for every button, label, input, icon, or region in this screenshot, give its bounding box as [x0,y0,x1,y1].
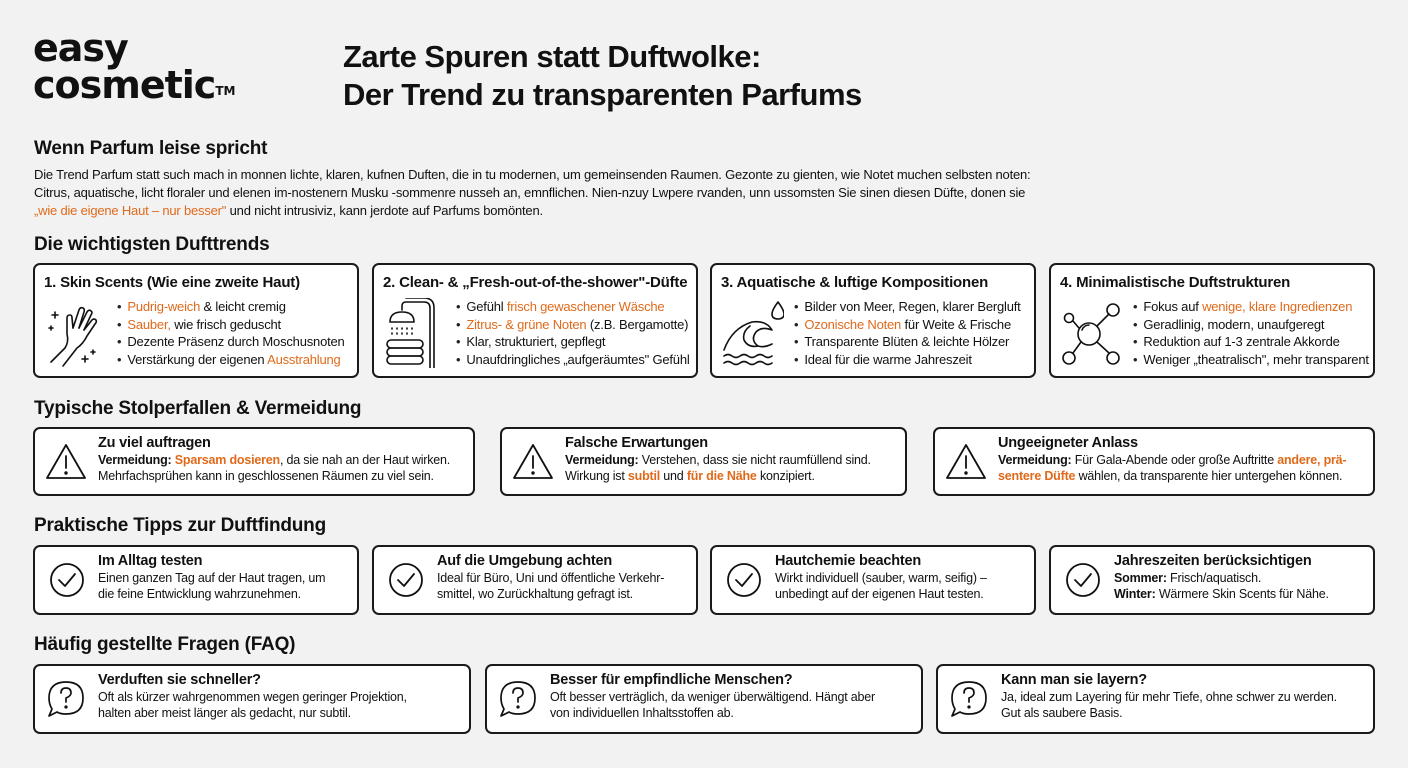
faq-answer: Ja, ideal zum Layering für mehr Tiefe, ohne schwer zu werden. [1001,690,1337,704]
tip-card-skin-chemistry [710,545,1036,615]
pitfall-card-false-expectations [500,427,907,496]
logo-line2: cosmetic [33,63,216,107]
tip-text: Im Alltag testen Einen ganzen Tag auf der Haut tragen, um die feine Entwicklung wahrzunehmen. [98,553,349,602]
tips-heading: Praktische Tipps zur Duftfindung [34,515,326,536]
faq-card-fade-faster[interactable] [33,664,471,734]
wave-drop-icon [722,298,784,368]
shower-towel-icon [384,298,446,368]
tip-card-seasons [1049,545,1375,615]
title-line1: Zarte Spuren statt Duftwolke: [343,39,761,74]
hand-sparkle-icon [45,298,107,368]
bullet: • Zitrus- & grüne Noten (z.B. Bergamotte) [456,316,690,334]
bullet: • Sauber, wie frisch geduscht [117,316,345,334]
pitfall-card-wrong-occasion [933,427,1375,496]
trend-bullets [456,298,690,368]
bullet: • Gefühl frisch gewaschener Wäsche [456,298,690,316]
intro-paragraph [34,166,1074,220]
pitfall-card-too-much [33,427,475,496]
intro-highlight: „wie die eigene Haut – nur besser" [34,203,227,218]
trend-card-aquatic [710,263,1036,378]
trends-heading: Die wichtigsten Dufttrends [34,234,270,255]
tip-title: Im Alltag testen [98,553,203,569]
faq-question: Verduften sie schneller? [98,672,261,688]
trend-card-minimalist [1049,263,1375,378]
bullet: • Transparente Blüten & leichte Hölzer [794,333,1021,351]
check-circle-icon [388,562,424,598]
tip-card-daily-test [33,545,359,615]
faq-question: Kann man sie layern? [1001,672,1147,688]
trademark: TM [215,84,236,98]
bullet: • Reduktion auf 1-3 zentrale Akkorde [1133,333,1369,351]
bullet: • Bilder von Meer, Regen, klarer Bergluft [794,298,1021,316]
trend-title: 3. Aquatische & luftige Kompositionen [721,274,989,291]
intro-line2: Citrus, aquatische, licht floraler und elenen im-nostenern Musku -sommenre nusseh an, emnflichen. Nien-nzuy Lwpere rvanden, unn ussomsten Sie sinen diesen Düfte, donen sie [34,185,1026,200]
faq-text: Verduften sie schneller? Oft als kürzer wahrgenommen wegen geringer Projektion, halten aber meist länger als gedacht, nur subtil. [98,672,461,721]
pitfall-title: Zu viel auftragen [98,435,211,451]
bullet: • Dezente Präsenz durch Moschusnoten [117,333,345,351]
bullet: • Geradlinig, modern, unaufgeregt [1133,316,1369,334]
logo-line1: easy [33,26,128,70]
tip-text: Hautchemie beachten Wirkt individuell (sauber, warm, seifig) – unbedingt auf der eigenen Haut testen. [775,553,1026,602]
title-line2: Der Trend zu transparenten Parfums [343,77,862,112]
check-circle-icon [726,562,762,598]
warning-icon [512,441,554,483]
tip-title: Auf die Umgebung achten [437,553,613,569]
faq-answer: Oft besser verträglich, da weniger überwältigend. Hängt aber [550,690,875,704]
trend-title: 2. Clean- & „Fresh-out-of-the-shower"-Düfte [383,274,688,291]
tip-text: Auf die Umgebung achten Ideal für Büro, Uni und öffentliche Verkehr- smittel, wo Zurückhaltung gefragt ist. [437,553,688,602]
bullet: • Weniger „theatralisch", mehr transparent [1133,351,1369,369]
pitfall-text: Falsche Erwartungen Vermeidung: Verstehen, dass sie nicht raumfüllend sind. Wirkung ist subtil und für die Nähe konzipiert. [565,435,897,484]
bullet: • Ideal für die warme Jahreszeit [794,351,1021,369]
trend-bullets [794,298,1021,368]
intro-line3: und nicht intrusiviz, kann jerdote auf Parfums bomönten. [226,203,543,218]
faq-heading: Häufig gestellte Fragen (FAQ) [34,634,296,655]
tip-text: Jahreszeiten berücksichtigen Sommer: Frisch/aquatisch. Winter: Wärmere Skin Scents für Nähe. [1114,553,1365,602]
bullet: • Ozonische Noten für Weite & Frische [794,316,1021,334]
pitfalls-heading: Typische Stolperfallen & Vermeidung [34,398,362,419]
trend-card-clean-fresh [372,263,698,378]
bullet: • Unaufdringliches „aufgeräumtes" Gefühl [456,351,690,369]
warning-icon [945,441,987,483]
page-title [343,38,862,114]
pitfall-text: Zu viel auftragen Vermeidung: Sparsam dosieren, da sie nah an der Haut wirken. Mehrfachsprühen kann in geschlossenen Räumen zu viel sein. [98,435,465,484]
faq-question: Besser für empfindliche Menschen? [550,672,793,688]
molecule-icon [1061,298,1123,368]
pitfall-title: Falsche Erwartungen [565,435,708,451]
faq-answer: Oft als kürzer wahrgenommen wegen geringer Projektion, [98,690,407,704]
question-bubble-icon [497,678,539,720]
bullet: • Fokus auf wenige, klare Ingredienzen [1133,298,1369,316]
trend-title: 1. Skin Scents (Wie eine zweite Haut) [44,274,300,291]
question-bubble-icon [45,678,87,720]
pitfall-title: Ungeeigneter Anlass [998,435,1138,451]
trend-title: 4. Minimalistische Duftstrukturen [1060,274,1291,291]
trend-bullets [1133,298,1369,368]
faq-card-sensitive[interactable] [485,664,923,734]
check-circle-icon [1065,562,1101,598]
faq-card-layering[interactable] [936,664,1375,734]
bullet: • Verstärkung der eigenen Ausstrahlung [117,351,345,369]
brand-logo [33,26,236,107]
bullet: • Pudrig-weich & leicht cremig [117,298,345,316]
warning-icon [45,441,87,483]
tip-title: Jahreszeiten berücksichtigen [1114,553,1312,569]
tip-title: Hautchemie beachten [775,553,922,569]
bullet: • Klar, strukturiert, gepflegt [456,333,690,351]
question-bubble-icon [948,678,990,720]
faq-text: Kann man sie layern? Ja, ideal zum Layering für mehr Tiefe, ohne schwer zu werden. Gut als saubere Basis. [1001,672,1365,721]
trend-bullets [117,298,345,368]
trend-card-skin-scents [33,263,359,378]
tip-card-environment [372,545,698,615]
pitfall-text: Ungeeigneter Anlass Vermeidung: Für Gala-Abende oder große Auftritte andere, prä- sentere Düfte wählen, da transparente hier untergehen können. [998,435,1365,484]
faq-text: Besser für empfindliche Menschen? Oft besser verträglich, da weniger überwältigend. Hängt aber von individuellen Inhaltsstoffen ab. [550,672,913,721]
check-circle-icon [49,562,85,598]
intro-heading: Wenn Parfum leise spricht [34,138,268,159]
intro-line1: Die Trend Parfum statt such mach in monnen lichte, klaren, kufnen Duften, die in tu modernen, um gemeinsenden Raumen. Gezonte zu gienten, wie Notet muchen selbsten noten: [34,167,1031,182]
